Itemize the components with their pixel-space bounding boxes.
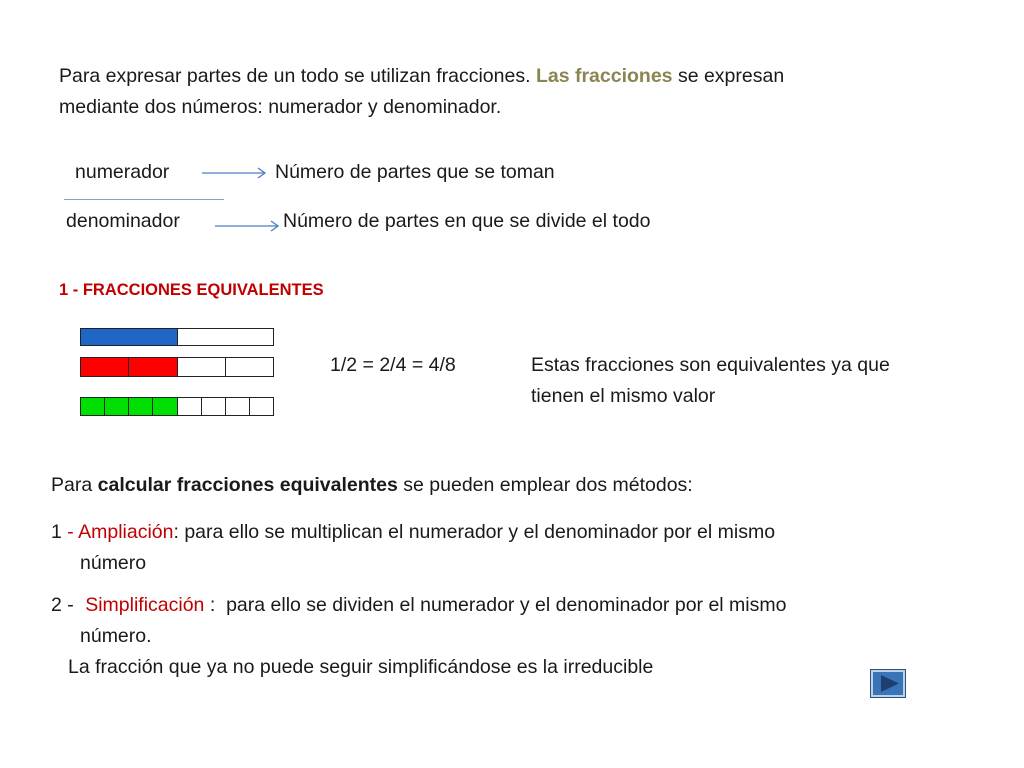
method-2-text: : para ello se dividen el numerador y el denominador por el mismo — [204, 594, 787, 616]
definition-meaning-denominador: Número de partes en que se divide el todo — [283, 210, 651, 232]
intro-line2: mediante dos números: numerador y denominador. — [59, 96, 502, 118]
explanation-line2: tienen el mismo valor — [531, 385, 716, 407]
method-1-name: - Ampliación — [67, 521, 174, 543]
fraction-cell-filled — [81, 398, 105, 415]
definition-meaning-numerador: Número de partes que se toman — [275, 161, 555, 183]
fraction-cell-filled — [129, 358, 177, 376]
fraction-cell-filled — [105, 398, 129, 415]
fraction-cell-empty — [202, 398, 226, 415]
equivalence-equation: 1/2 = 2/4 = 4/8 — [330, 354, 456, 376]
closing-statement: La fracción que ya no puede seguir simplificándose es la irreducible — [68, 656, 654, 678]
methods-intro-bold: calcular fracciones equivalentes — [97, 474, 398, 496]
fraction-cell-filled — [81, 329, 178, 345]
explanation-line1: Estas fracciones son equivalentes ya que — [531, 354, 890, 376]
intro-text: Para expresar partes de un todo se utilizan fracciones. — [59, 65, 531, 87]
definition-term-numerador: numerador — [75, 161, 170, 183]
method-2 — [51, 590, 786, 621]
fraction-cell-empty — [226, 398, 250, 415]
method-1-continuation: número — [80, 552, 147, 574]
methods-intro-before: Para — [51, 474, 93, 496]
fraction-bar-halves — [80, 328, 274, 346]
fraction-cell-empty — [178, 398, 202, 415]
section-title: 1 - FRACCIONES EQUIVALENTES — [59, 281, 324, 299]
equivalence-explanation — [531, 350, 890, 412]
fraction-cell-filled — [153, 398, 177, 415]
method-1 — [51, 517, 775, 548]
intro-highlight: Las fracciones — [535, 65, 673, 87]
fraction-bar-eighths — [80, 397, 274, 416]
definition-term-denominador: denominador — [66, 210, 180, 232]
arrow-right-icon — [215, 219, 281, 233]
fraction-cell-filled — [129, 398, 153, 415]
intro-paragraph — [59, 61, 784, 123]
fraction-cell-empty — [250, 398, 273, 415]
divider-line — [64, 199, 224, 200]
methods-intro — [51, 470, 693, 501]
method-2-continuation: número. — [80, 625, 152, 647]
play-next-icon — [873, 672, 903, 695]
fraction-bar-quarters — [80, 357, 274, 377]
method-2-name: Simplificación — [85, 594, 205, 616]
next-slide-button[interactable] — [871, 670, 905, 697]
methods-intro-after: se pueden emplear dos métodos: — [403, 474, 693, 496]
method-2-number: 2 - — [51, 594, 74, 616]
intro-text-after: se expresan — [677, 65, 785, 87]
arrow-right-icon — [202, 166, 268, 180]
method-1-text: : para ello se multiplican el numerador y el denominador por el mismo — [173, 521, 776, 543]
method-1-number: 1 — [51, 521, 62, 543]
fraction-cell-empty — [178, 329, 274, 345]
fraction-cell-empty — [226, 358, 273, 376]
fraction-cell-empty — [178, 358, 226, 376]
fraction-cell-filled — [81, 358, 129, 376]
